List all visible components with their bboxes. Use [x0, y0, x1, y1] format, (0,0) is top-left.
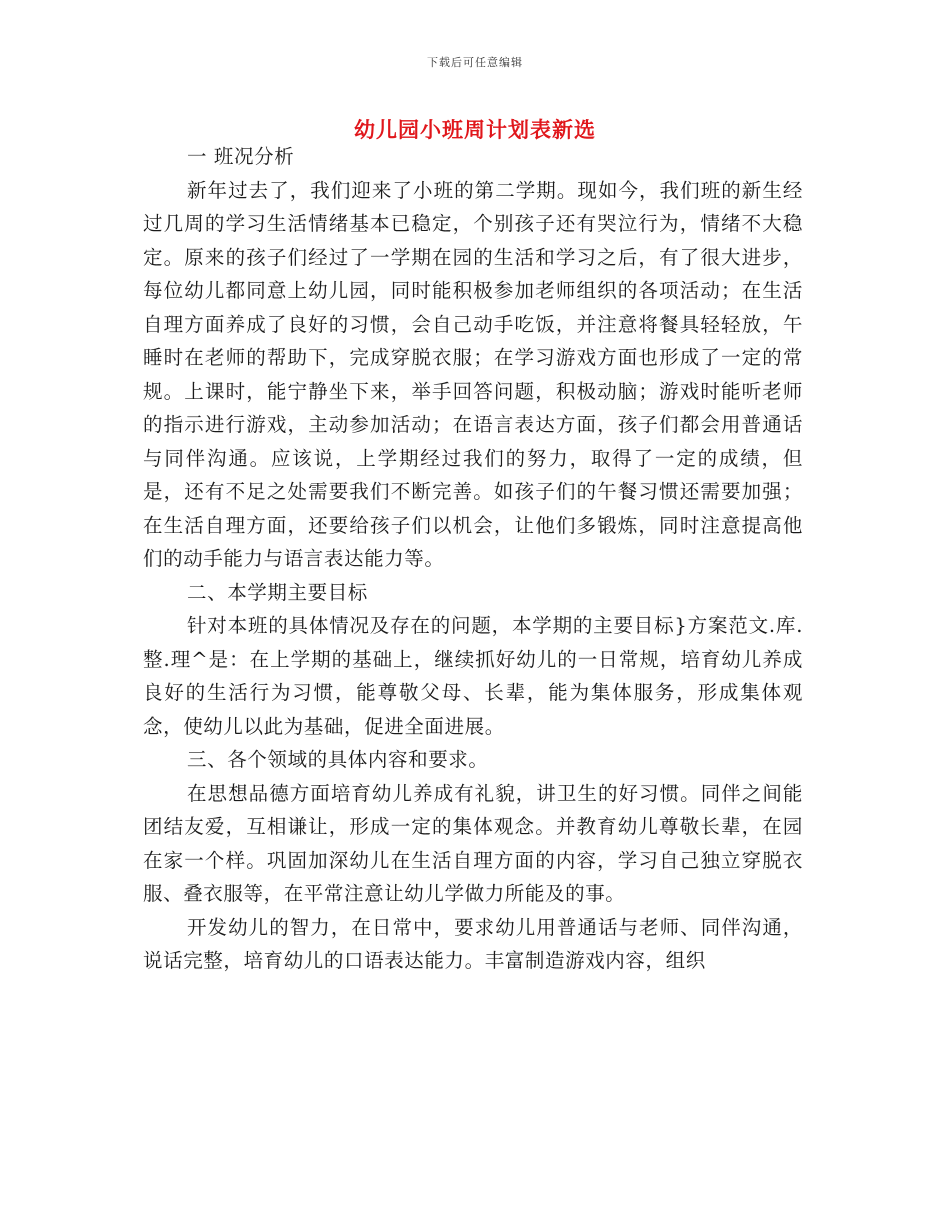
paragraph: 针对本班的具体情况及存在的问题，本学期的主要目标}方案范文.库.整.理^是：在上学期的基础上，继续抓好幼儿的一日常规，培育幼儿养成良好的生活行为习惯，能尊敬父母、长辈，能为集体服务，形成集体观念，使幼儿以此为基础，促进全面进展。: [143, 614, 803, 738]
paragraph: 开发幼儿的智力，在日常中，要求幼儿用普通话与老师、同伴沟通，说话完整，培育幼儿的口语表达能力。丰富制造游戏内容，组织: [143, 915, 803, 972]
document-body: [143, 140, 803, 978]
section-heading-2: 二、本学期主要目标: [187, 580, 368, 604]
document-title: 幼儿园小班周计划表新选: [354, 117, 596, 142]
download-note: 下载后可任意编辑: [427, 56, 523, 69]
section-heading-3: 三、各个领域的具体内容和要求。: [187, 748, 489, 771]
paragraph: 在思想品德方面培育幼儿养成有礼貌，讲卫生的好习惯。同伴之间能团结友爱，互相谦让，形成一定的集体观念。并教育幼儿尊敬长辈，在园在家一个样。巩固加深幼儿在生活自理方面的内容，学习自己独立穿脱衣服、叠衣服等，在平常注意让幼儿学做力所能及的事。: [143, 781, 803, 905]
section-heading-1: 一 班况分析: [187, 145, 295, 168]
paragraph: 新年过去了，我们迎来了小班的第二学期。现如今，我们班的新生经过几周的学习生活情绪基本已稳定，个别孩子还有哭泣行为，情绪不大稳定。原来的孩子们经过了一学期在园的生活和学习之后，有了很大进步，每位幼儿都同意上幼儿园，同时能积极参加老师组织的各项活动；在生活自理方面养成了良好的习惯，会自己动手吃饭，并注意将餐具轻轻放，午睡时在老师的帮助下，完成穿脱衣服；在学习游戏方面也形成了一定的常规。上课时，能宁静坐下来，举手回答问题，积极动脑；游戏时能听老师的指示进行游戏，主动参加活动；在语言表达方面，孩子们都会用普通话与同伴沟通。应该说，上学期经过我们的努力，取得了一定的成绩，但是，还有不足之处需要我们不断完善。如孩子们的午餐习惯还需要加强；在生活自理方面，还要给孩子们以机会，让他们多锻炼，同时注意提高他们的动手能力与语言表达能力等。: [143, 178, 803, 570]
